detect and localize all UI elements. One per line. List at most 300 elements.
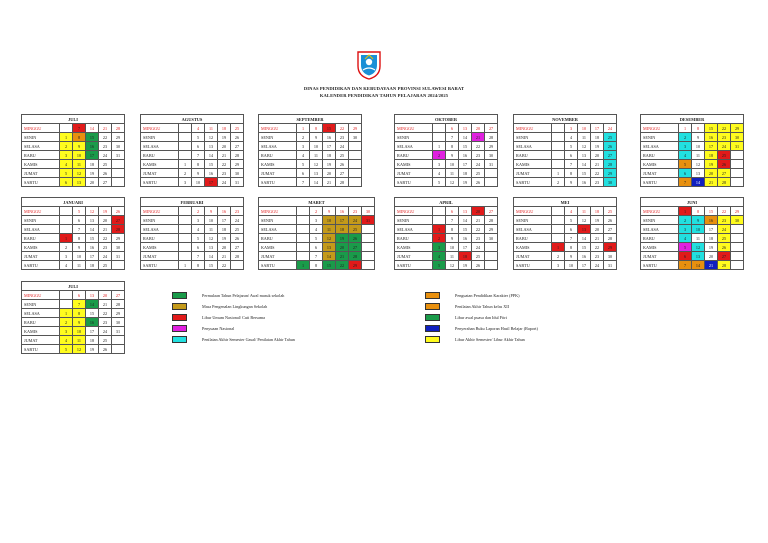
date-cell: 22 (591, 243, 604, 252)
date-cell: 27 (604, 151, 617, 160)
legend-text: Penyerahan Buku Laporan Hasil Belajar (Raport) (455, 326, 538, 331)
date-cell (552, 216, 565, 225)
month-table (640, 197, 744, 270)
date-cell: 12 (323, 234, 336, 243)
date-cell: 7 (297, 178, 310, 187)
date-cell: 22 (99, 309, 112, 318)
date-cell: 18 (218, 225, 231, 234)
month-table (394, 114, 498, 187)
date-cell: 30 (112, 318, 125, 327)
week-row (22, 216, 125, 225)
date-cell: 18 (218, 124, 231, 133)
month-name: JUNI (641, 198, 744, 207)
day-label: MINGGU (141, 207, 179, 216)
legend-text: Penilaian Akhir Tahun kelas XII (455, 304, 510, 309)
date-cell: 19 (336, 234, 349, 243)
date-cell: 23 (718, 216, 731, 225)
date-cell: 24 (99, 151, 112, 160)
date-cell (485, 169, 498, 178)
week-row (395, 160, 498, 169)
date-cell: 20 (336, 243, 349, 252)
date-cell: 15 (86, 133, 99, 142)
legend-swatch (172, 292, 187, 299)
date-cell: 20 (323, 169, 336, 178)
month-name: NOVEMBER (514, 115, 617, 124)
month-name: APRIL (395, 198, 498, 207)
date-cell: 19 (218, 234, 231, 243)
week-row (22, 225, 125, 234)
week-row (641, 234, 744, 243)
date-cell: 24 (472, 243, 485, 252)
date-cell: 31 (731, 142, 744, 151)
date-cell: 14 (692, 261, 705, 270)
date-cell: 18 (705, 234, 718, 243)
week-row (514, 261, 617, 270)
date-cell: 25 (604, 133, 617, 142)
week-row (395, 169, 498, 178)
date-cell: 17 (86, 151, 99, 160)
date-cell: 3 (179, 178, 192, 187)
date-cell: 28 (485, 133, 498, 142)
date-cell (485, 252, 498, 261)
week-row (22, 261, 125, 270)
date-cell: 29 (112, 133, 125, 142)
date-cell: 6 (192, 243, 205, 252)
date-cell: 4 (192, 225, 205, 234)
date-cell: 10 (205, 216, 218, 225)
day-label: SABTU (641, 261, 679, 270)
date-cell: 8 (565, 169, 578, 178)
day-label: SENIN (641, 133, 679, 142)
date-cell: 12 (205, 133, 218, 142)
week-row (141, 261, 244, 270)
date-cell: 1 (679, 207, 692, 216)
date-cell: 17 (591, 124, 604, 133)
week-row (641, 178, 744, 187)
date-cell (731, 160, 744, 169)
date-cell (552, 124, 565, 133)
week-row (141, 160, 244, 169)
date-cell: 24 (336, 142, 349, 151)
date-cell (297, 216, 310, 225)
date-cell: 10 (565, 261, 578, 270)
date-cell: 23 (591, 178, 604, 187)
date-cell: 26 (472, 178, 485, 187)
day-label: MINGGU (395, 124, 433, 133)
date-cell: 30 (485, 151, 498, 160)
date-cell: 25 (349, 225, 362, 234)
date-cell: 23 (472, 234, 485, 243)
day-label: KAMIS (22, 327, 60, 336)
date-cell: 24 (231, 216, 244, 225)
date-cell: 8 (446, 142, 459, 151)
date-cell: 28 (231, 151, 244, 160)
week-row (22, 309, 125, 318)
day-label: RABU (259, 234, 297, 243)
date-cell: 7 (446, 216, 459, 225)
month-name: SEPTEMBER (259, 115, 362, 124)
date-cell (112, 261, 125, 270)
date-cell: 24 (718, 142, 731, 151)
week-row (259, 207, 375, 216)
week-row (259, 124, 362, 133)
day-label: SELASA (641, 225, 679, 234)
day-label: JUMAT (22, 252, 60, 261)
date-cell: 11 (205, 124, 218, 133)
date-cell (112, 169, 125, 178)
date-cell: 3 (60, 327, 73, 336)
date-cell (433, 133, 446, 142)
date-cell: 12 (73, 345, 86, 354)
week-row (22, 327, 125, 336)
date-cell: 4 (433, 169, 446, 178)
week-row (641, 216, 744, 225)
date-cell: 23 (99, 243, 112, 252)
date-cell: 25 (99, 261, 112, 270)
day-label: RABU (22, 151, 60, 160)
date-cell: 31 (231, 178, 244, 187)
day-label: SABTU (259, 261, 297, 270)
week-row (641, 142, 744, 151)
date-cell: 29 (485, 225, 498, 234)
day-label: RABU (141, 151, 179, 160)
date-cell: 8 (692, 207, 705, 216)
date-cell: 7 (192, 151, 205, 160)
date-cell: 15 (705, 124, 718, 133)
date-cell: 22 (472, 225, 485, 234)
date-cell: 9 (565, 178, 578, 187)
date-cell: 2 (433, 151, 446, 160)
date-cell: 27 (604, 225, 617, 234)
government-logo (356, 50, 382, 80)
date-cell: 9 (73, 318, 86, 327)
date-cell: 5 (60, 169, 73, 178)
date-cell: 1 (552, 169, 565, 178)
date-cell: 14 (205, 252, 218, 261)
date-cell: 3 (192, 216, 205, 225)
date-cell (552, 151, 565, 160)
date-cell: 6 (73, 291, 86, 300)
date-cell (179, 207, 192, 216)
date-cell: 5 (310, 234, 323, 243)
date-cell: 17 (323, 142, 336, 151)
day-label: SELASA (22, 225, 60, 234)
day-label: SABTU (514, 178, 552, 187)
date-cell: 19 (86, 169, 99, 178)
date-cell: 31 (112, 327, 125, 336)
date-cell: 20 (472, 124, 485, 133)
date-cell: 9 (446, 151, 459, 160)
date-cell: 23 (718, 133, 731, 142)
legend-text: Libur Akhir Semester/ Libur Akhir Tahun (455, 337, 525, 342)
date-cell: 25 (472, 169, 485, 178)
legend-text: Libur Umum Nasional/ Cuti Bersama (202, 315, 266, 320)
week-row (141, 225, 244, 234)
date-cell: 2 (60, 243, 73, 252)
date-cell: 11 (205, 225, 218, 234)
date-cell: 21 (218, 151, 231, 160)
date-cell: 16 (205, 169, 218, 178)
week-row (259, 261, 375, 270)
date-cell: 10 (73, 327, 86, 336)
date-cell: 2 (297, 133, 310, 142)
date-cell: 22 (591, 169, 604, 178)
date-cell (485, 261, 498, 270)
week-row (514, 169, 617, 178)
date-cell: 9 (446, 234, 459, 243)
date-cell: 18 (86, 160, 99, 169)
week-row (22, 345, 125, 354)
date-cell: 31 (485, 160, 498, 169)
date-cell: 13 (205, 142, 218, 151)
date-cell (60, 291, 73, 300)
date-cell: 10 (446, 243, 459, 252)
month-table (258, 197, 375, 270)
day-label: JUMAT (395, 252, 433, 261)
date-cell: 29 (231, 160, 244, 169)
date-cell: 12 (446, 261, 459, 270)
date-cell: 9 (73, 243, 86, 252)
date-cell (179, 133, 192, 142)
date-cell: 10 (73, 252, 86, 261)
date-cell: 4 (297, 151, 310, 160)
day-label: RABU (259, 151, 297, 160)
date-cell: 10 (692, 142, 705, 151)
date-cell: 13 (459, 207, 472, 216)
week-row (514, 160, 617, 169)
date-cell: 7 (310, 252, 323, 261)
date-cell: 28 (336, 178, 349, 187)
date-cell: 19 (459, 261, 472, 270)
date-cell: 28 (718, 178, 731, 187)
date-cell: 1 (179, 160, 192, 169)
date-cell: 16 (86, 142, 99, 151)
date-cell: 12 (86, 207, 99, 216)
date-cell (485, 178, 498, 187)
date-cell: 8 (692, 124, 705, 133)
week-row (259, 160, 362, 169)
date-cell: 10 (310, 142, 323, 151)
date-cell: 7 (73, 124, 86, 133)
date-cell: 10 (73, 151, 86, 160)
month-table (21, 197, 125, 270)
date-cell: 25 (231, 124, 244, 133)
date-cell: 19 (323, 160, 336, 169)
date-cell: 21 (705, 261, 718, 270)
date-cell: 17 (705, 142, 718, 151)
date-cell (179, 142, 192, 151)
date-cell: 23 (99, 142, 112, 151)
date-cell: 15 (578, 243, 591, 252)
week-row (641, 151, 744, 160)
week-row (141, 207, 244, 216)
week-row (514, 225, 617, 234)
week-row (514, 178, 617, 187)
date-cell: 2 (679, 216, 692, 225)
date-cell: 11 (323, 225, 336, 234)
date-cell (179, 234, 192, 243)
date-cell: 16 (705, 133, 718, 142)
date-cell: 9 (73, 142, 86, 151)
date-cell: 15 (459, 142, 472, 151)
legend-swatch (425, 292, 440, 299)
day-label: KAMIS (641, 160, 679, 169)
date-cell: 15 (205, 160, 218, 169)
date-cell: 17 (459, 243, 472, 252)
date-cell: 30 (362, 207, 375, 216)
date-cell: 6 (446, 124, 459, 133)
day-label: KAMIS (395, 243, 433, 252)
week-row (395, 151, 498, 160)
date-cell: 27 (485, 207, 498, 216)
day-label: JUMAT (641, 252, 679, 261)
day-label: SENIN (22, 300, 60, 309)
date-cell (731, 252, 744, 261)
date-cell: 27 (349, 243, 362, 252)
week-row (395, 124, 498, 133)
date-cell: 17 (205, 178, 218, 187)
day-label: SENIN (259, 133, 297, 142)
date-cell: 8 (310, 124, 323, 133)
day-label: JUMAT (22, 336, 60, 345)
week-row (259, 252, 375, 261)
day-label: SENIN (141, 216, 179, 225)
date-cell: 27 (485, 124, 498, 133)
date-cell: 8 (192, 160, 205, 169)
date-cell: 13 (73, 178, 86, 187)
date-cell: 27 (112, 216, 125, 225)
week-row (141, 216, 244, 225)
date-cell (297, 234, 310, 243)
month-name: JANUARI (22, 198, 125, 207)
date-cell: 20 (705, 252, 718, 261)
date-cell: 22 (336, 124, 349, 133)
legend-text: Permulaan Tahun Pelajaran/ Awal masuk sekolah (202, 293, 285, 298)
date-cell: 7 (446, 133, 459, 142)
date-cell: 28 (231, 252, 244, 261)
day-label: RABU (395, 234, 433, 243)
date-cell: 6 (192, 142, 205, 151)
date-cell (731, 225, 744, 234)
date-cell: 21 (472, 216, 485, 225)
date-cell: 1 (433, 225, 446, 234)
date-cell: 5 (433, 261, 446, 270)
date-cell: 25 (99, 160, 112, 169)
day-label: SELASA (141, 142, 179, 151)
date-cell: 7 (679, 178, 692, 187)
month-name: MARET (259, 198, 375, 207)
date-cell: 15 (86, 309, 99, 318)
date-cell: 8 (192, 261, 205, 270)
week-row (22, 207, 125, 216)
date-cell: 28 (604, 160, 617, 169)
date-cell (433, 207, 446, 216)
date-cell: 5 (192, 133, 205, 142)
date-cell: 20 (591, 225, 604, 234)
day-label: JUMAT (141, 169, 179, 178)
date-cell: 30 (731, 133, 744, 142)
week-row (395, 261, 498, 270)
date-cell: 16 (86, 243, 99, 252)
date-cell: 26 (349, 234, 362, 243)
date-cell: 12 (692, 243, 705, 252)
date-cell: 7 (565, 160, 578, 169)
date-cell (179, 225, 192, 234)
week-row (22, 160, 125, 169)
date-cell (349, 142, 362, 151)
date-cell: 5 (60, 345, 73, 354)
date-cell: 3 (565, 124, 578, 133)
month-name: AGUSTUS (141, 115, 244, 124)
date-cell (112, 178, 125, 187)
date-cell (552, 133, 565, 142)
day-label: SENIN (22, 216, 60, 225)
week-row (22, 318, 125, 327)
week-row (259, 142, 362, 151)
date-cell: 15 (205, 261, 218, 270)
week-row (141, 142, 244, 151)
date-cell: 2 (310, 207, 323, 216)
date-cell: 28 (485, 216, 498, 225)
date-cell: 4 (679, 151, 692, 160)
legend-swatch (425, 303, 440, 310)
week-row (514, 243, 617, 252)
date-cell: 11 (446, 169, 459, 178)
date-cell: 27 (231, 142, 244, 151)
date-cell: 14 (323, 252, 336, 261)
date-cell: 18 (86, 336, 99, 345)
week-row (22, 124, 125, 133)
date-cell: 3 (310, 216, 323, 225)
date-cell (731, 178, 744, 187)
date-cell (731, 234, 744, 243)
date-cell: 26 (99, 345, 112, 354)
week-row (395, 243, 498, 252)
date-cell: 13 (323, 243, 336, 252)
date-cell: 12 (205, 234, 218, 243)
day-label: MINGGU (641, 207, 679, 216)
date-cell: 10 (192, 178, 205, 187)
week-row (641, 160, 744, 169)
legend-swatch (425, 314, 440, 321)
date-cell: 6 (565, 225, 578, 234)
date-cell: 20 (86, 178, 99, 187)
date-cell: 11 (73, 160, 86, 169)
date-cell: 16 (336, 207, 349, 216)
day-label: MINGGU (22, 207, 60, 216)
date-cell: 24 (99, 252, 112, 261)
date-cell: 16 (86, 318, 99, 327)
date-cell (60, 124, 73, 133)
date-cell (179, 252, 192, 261)
week-row (641, 169, 744, 178)
day-label: KAMIS (22, 160, 60, 169)
date-cell: 9 (565, 252, 578, 261)
day-label: KAMIS (22, 243, 60, 252)
week-row (22, 252, 125, 261)
date-cell (552, 225, 565, 234)
date-cell: 14 (86, 300, 99, 309)
week-row (259, 151, 362, 160)
date-cell (297, 225, 310, 234)
date-cell: 14 (86, 225, 99, 234)
date-cell: 19 (459, 178, 472, 187)
day-label: SABTU (395, 178, 433, 187)
date-cell: 16 (578, 178, 591, 187)
date-cell: 7 (679, 261, 692, 270)
day-label: JUMAT (514, 169, 552, 178)
day-label: KAMIS (395, 160, 433, 169)
